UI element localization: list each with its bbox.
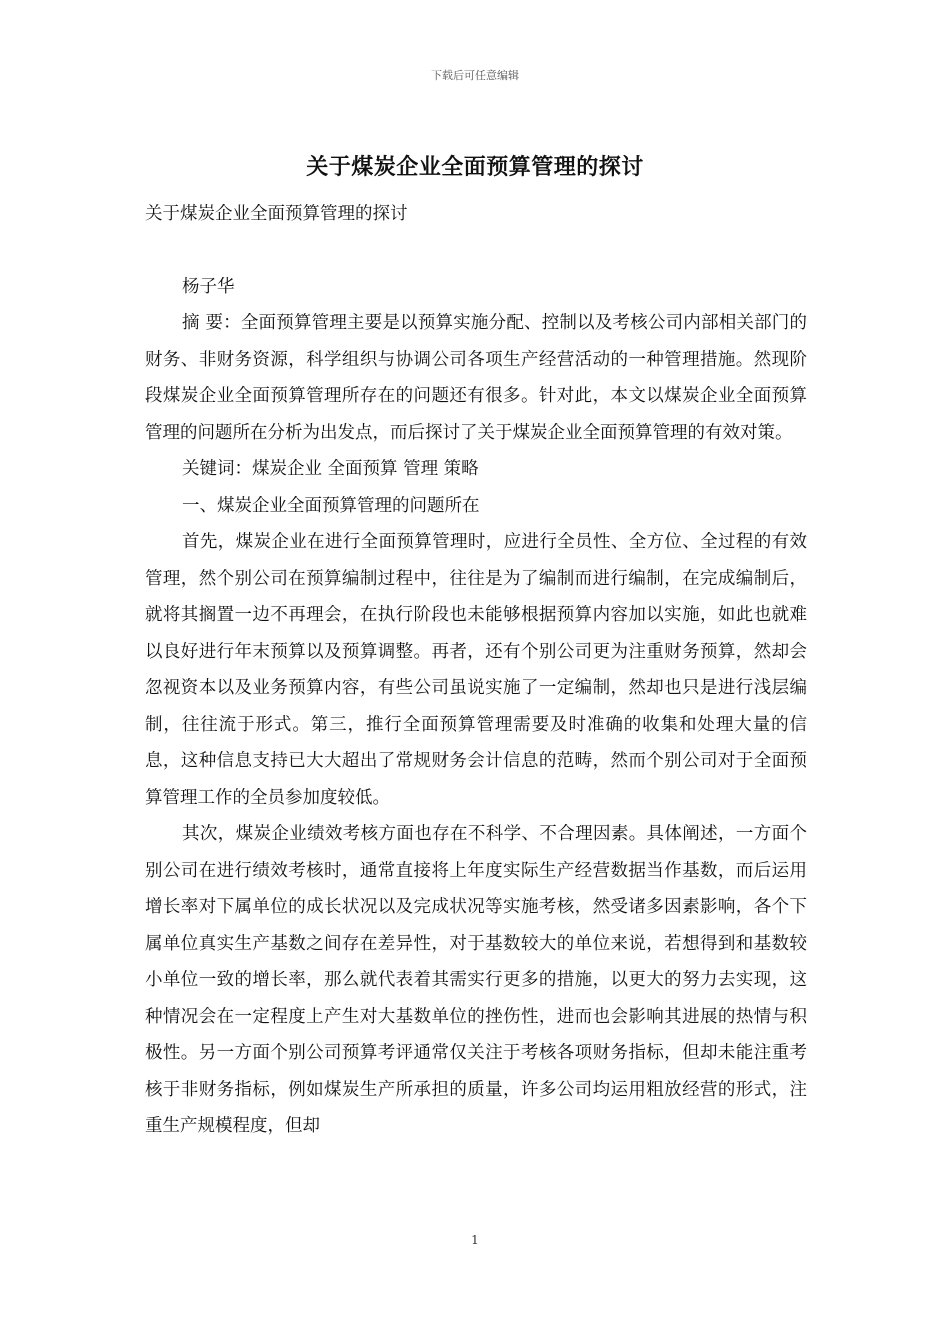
body-paragraph-1: 首先，煤炭企业在进行全面预算管理时，应进行全员性、全方位、全过程的有效管理，然个别公司在预算编制过程中，往往是为了编制而进行编制，在完成编制后，就将其搁置一边不再理会，在执行阶段也未能够根据预算内容加以实施，如此也就难以良好进行年末预算以及预算调整。再者，还有个别公司更为注重财务预算，然却会忽视资本以及业务预算内容，有些公司虽说实施了一定编制，然却也只是进行浅层编制，往往流于形式。第三，推行全面预算管理需要及时准确的收集和处理大量的信息，这种信息支持已大大超出了常规财务会计信息的范畴，然而个别公司对于全面预算管理工作的全员参加度较低。 xyxy=(145,532,807,808)
abstract-paragraph: 摘 要：全面预算管理主要是以预算实施分配、控制以及考核公司内部相关部门的财务、非财务资源，科学组织与协调公司各项生产经营活动的一种管理措施。然现阶段煤炭企业全面预算管理所存在的问题还有很多。针对此，本文以煤炭企业全面预算管理的问题所在分析为出发点，而后探讨了关于煤炭企业全面预算管理的有效对策。 xyxy=(145,313,807,443)
page-number: 1 xyxy=(471,1233,479,1247)
page-header-note: 下载后可任意编辑 xyxy=(431,69,519,82)
author-name: 杨子华 xyxy=(182,276,235,297)
document-subtitle: 关于煤炭企业全面预算管理的探讨 xyxy=(145,204,408,224)
document-title: 关于煤炭企业全面预算管理的探讨 xyxy=(306,154,644,180)
section-heading: 一、煤炭企业全面预算管理的问题所在 xyxy=(182,495,480,516)
blank-line xyxy=(145,233,807,269)
document-body xyxy=(145,196,807,1145)
keywords-line: 关键词：煤炭企业 全面预算 管理 策略 xyxy=(182,459,479,479)
body-paragraph-2: 其次，煤炭企业绩效考核方面也存在不科学、不合理因素。具体阐述，一方面个别公司在进行绩效考核时，通常直接将上年度实际生产经营数据当作基数，而后运用增长率对下属单位的成长状况以及完成状况等实施考核，然受诸多因素影响，各个下属单位真实生产基数之间存在差异性，对于基数较大的单位来说，若想得到和基数较小单位一致的增长率，那么就代表着其需实行更多的措施，以更大的努力去实现，这种情况会在一定程度上产生对大基数单位的挫伤性，进而也会影响其进展的热情与积极性。另一方面个别公司预算考评通常仅关注于考核各项财务指标，但却未能注重考核于非财务指标，例如煤炭生产所承担的质量，许多公司均运用粗放经营的形式，注重生产规模程度，但却 xyxy=(145,824,807,1136)
